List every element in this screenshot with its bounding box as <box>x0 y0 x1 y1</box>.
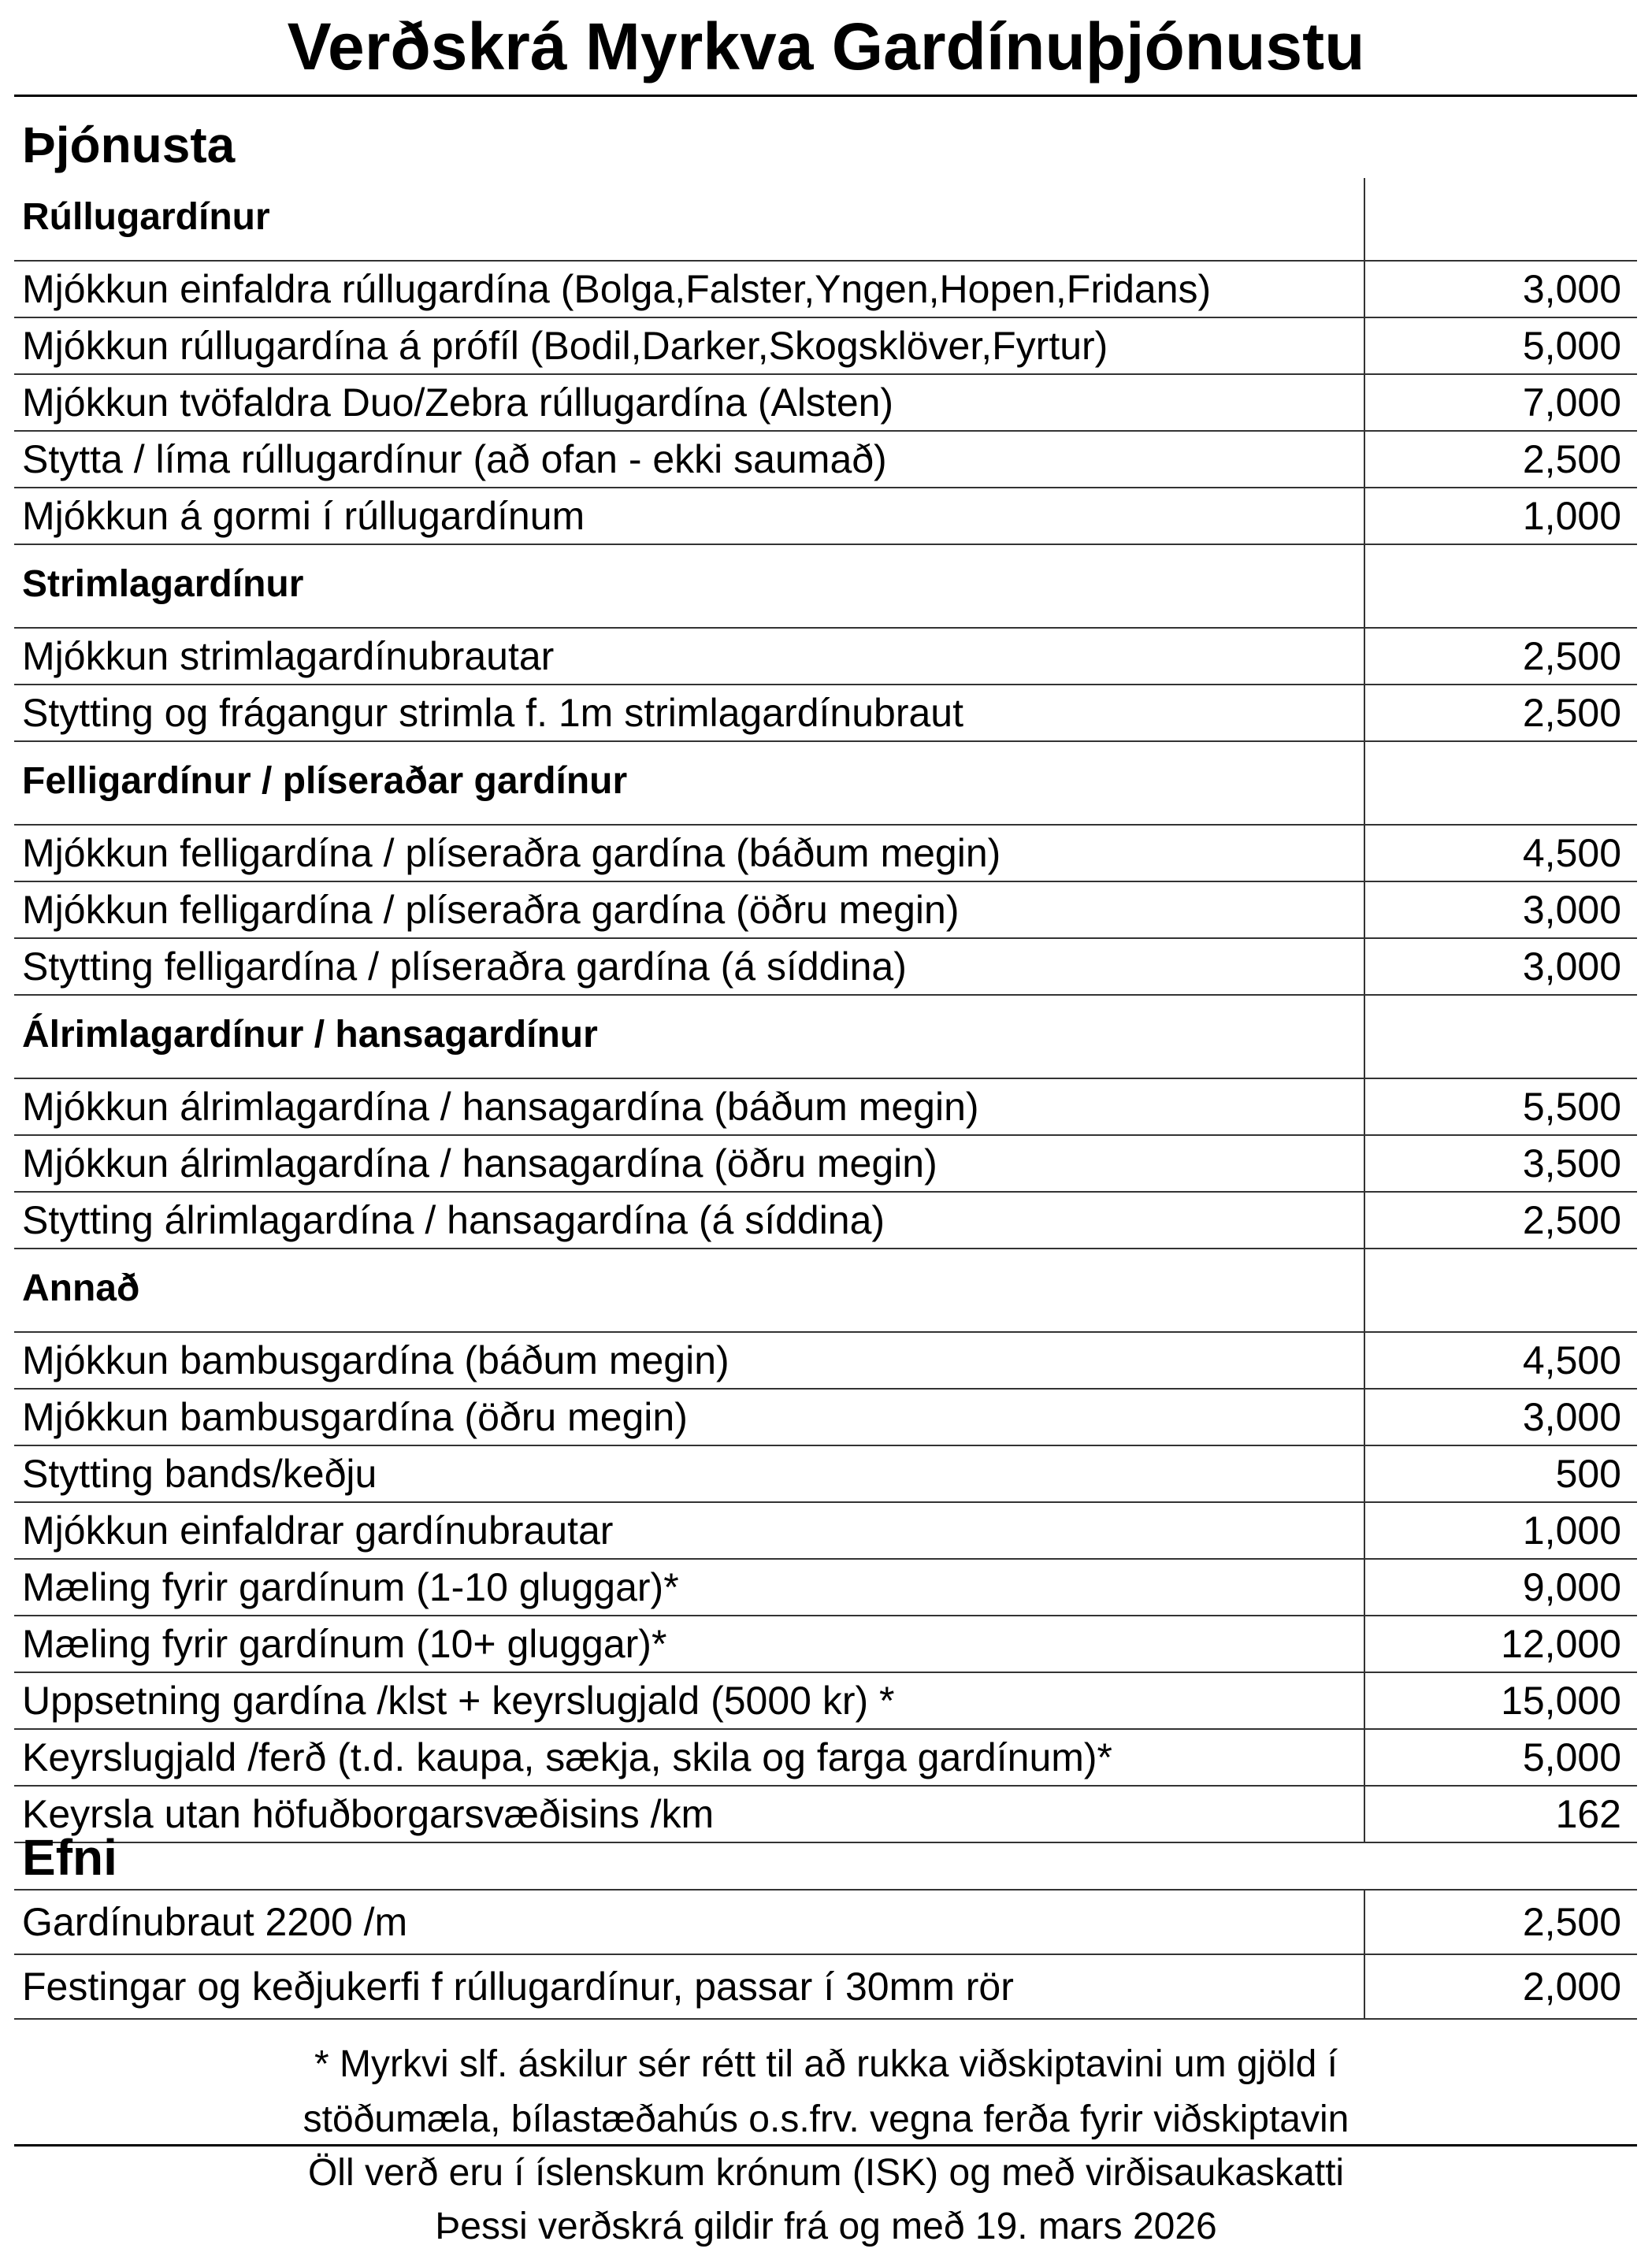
table-row <box>14 1954 1637 2020</box>
service-label: Uppsetning gardína /klst + keyrslugjald (5000 kr) * <box>14 1673 1365 1728</box>
table-row <box>14 684 1637 740</box>
service-label: Mjókkun bambusgardína (báðum megin) <box>14 1333 1365 1388</box>
service-label: Mjókkun strimlagardínubrautar <box>14 629 1365 684</box>
table-row <box>14 1501 1637 1558</box>
service-price: 3,500 <box>1522 1141 1621 1186</box>
materials-price-table <box>14 1889 1637 2020</box>
category-title: Álrimlagardínur / hansagardínur <box>14 996 1365 1078</box>
service-price: 3,000 <box>1522 888 1621 932</box>
table-row <box>14 1672 1637 1728</box>
service-label: Stytting álrimlagardína / hansagardína (á síddina) <box>14 1193 1365 1248</box>
service-price: 3,000 <box>1522 1395 1621 1439</box>
service-label: Mjókkun felligardína / plíseraðra gardína (báðum megin) <box>14 826 1365 881</box>
service-label: Mjókkun felligardína / plíseraðra gardína (öðru megin) <box>14 882 1365 937</box>
table-row <box>14 430 1637 487</box>
service-price: 4,500 <box>1522 1338 1621 1382</box>
service-price: 4,500 <box>1522 831 1621 875</box>
service-label: Stytting felligardína / plíseraðra gardína (á síddina) <box>14 939 1365 994</box>
table-row <box>14 1331 1637 1388</box>
service-price: 15,000 <box>1501 1679 1621 1723</box>
service-price: 12,000 <box>1501 1622 1621 1666</box>
service-price: 2,500 <box>1522 1198 1621 1242</box>
table-row <box>14 627 1637 684</box>
table-row <box>14 937 1637 994</box>
table-row <box>14 1078 1637 1134</box>
title-divider <box>14 95 1637 97</box>
service-price: 5,000 <box>1522 324 1621 368</box>
service-label: Mjókkun bambusgardína (öðru megin) <box>14 1390 1365 1445</box>
table-row <box>14 1558 1637 1615</box>
service-label: Mjókkun einfaldrar gardínubrautar <box>14 1503 1365 1558</box>
category-row <box>14 1248 1637 1331</box>
service-label: Keyrslugjald /ferð (t.d. kaupa, sækja, skila og farga gardínum)* <box>14 1730 1365 1785</box>
material-price: 2,500 <box>1522 1900 1621 1944</box>
service-price: 2,500 <box>1522 634 1621 678</box>
service-label: Mjókkun á gormi í rúllugardínum <box>14 488 1365 544</box>
category-title: Annað <box>14 1249 1365 1331</box>
service-label: Mæling fyrir gardínum (10+ gluggar)* <box>14 1616 1365 1672</box>
service-price: 5,000 <box>1522 1735 1621 1779</box>
table-row <box>14 1445 1637 1501</box>
footnote-line: stöðumæla, bílastæðahús o.s.frv. vegna ferða fyrir viðskiptavin <box>303 2098 1349 2140</box>
service-price: 500 <box>1555 1452 1621 1496</box>
service-label: Mjókkun álrimlagardína / hansagardína (öðru megin) <box>14 1136 1365 1191</box>
table-row <box>14 1134 1637 1191</box>
category-row <box>14 544 1637 627</box>
service-price: 3,000 <box>1522 944 1621 989</box>
service-price: 9,000 <box>1522 1565 1621 1609</box>
services-heading: Þjónusta <box>22 117 236 173</box>
service-label: Keyrsla utan höfuðborgarsvæðisins /km <box>14 1787 1365 1842</box>
table-row <box>14 1785 1637 1843</box>
footer-line: Öll verð eru í íslenskum krónum (ISK) og með virðisaukaskatti <box>307 2152 1345 2194</box>
service-price: 162 <box>1555 1792 1621 1836</box>
service-price: 3,000 <box>1522 267 1621 311</box>
page-title: Verðskrá Myrkva Gardínuþjónustu <box>287 9 1365 83</box>
table-row <box>14 487 1637 544</box>
service-price: 2,500 <box>1522 437 1621 481</box>
service-label: Mjókkun tvöfaldra Duo/Zebra rúllugardína (Alsten) <box>14 375 1365 430</box>
material-label: Gardínubraut 2200 /m <box>14 1891 1365 1954</box>
service-price: 7,000 <box>1522 380 1621 425</box>
table-row <box>14 1615 1637 1672</box>
category-title: Felligardínur / plíseraðar gardínur <box>14 742 1365 824</box>
service-price: 5,500 <box>1522 1085 1621 1129</box>
table-row <box>14 1191 1637 1248</box>
service-label: Stytta / líma rúllugardínur (að ofan - ekki saumað) <box>14 432 1365 487</box>
service-label: Mæling fyrir gardínum (1-10 gluggar)* <box>14 1560 1365 1615</box>
table-row <box>14 824 1637 881</box>
service-label: Stytting bands/keðju <box>14 1446 1365 1501</box>
services-price-table <box>14 178 1637 1843</box>
service-label: Stytting og frágangur strimla f. 1m strimlagardínubraut <box>14 685 1365 740</box>
service-label: Mjókkun álrimlagardína / hansagardína (báðum megin) <box>14 1079 1365 1134</box>
category-row <box>14 994 1637 1078</box>
table-row <box>14 881 1637 937</box>
category-title: Strimlagardínur <box>14 545 1365 627</box>
material-label: Festingar og keðjukerfi f rúllugardínur, passar í 30mm rör <box>14 1955 1365 2018</box>
materials-heading: Efni <box>22 1829 117 1886</box>
category-row <box>14 178 1637 260</box>
table-row <box>14 317 1637 373</box>
table-row <box>14 373 1637 430</box>
footer-line: Þessi verðskrá gildir frá og með 19. mars 2026 <box>435 2206 1217 2247</box>
service-label: Mjókkun rúllugardína á prófíl (Bodil,Darker,Skogsklöver,Fyrtur) <box>14 318 1365 373</box>
service-price: 1,000 <box>1522 494 1621 538</box>
category-row <box>14 740 1637 824</box>
material-price: 2,000 <box>1522 1965 1621 2009</box>
footnote-line: * Myrkvi slf. áskilur sér rétt til að rukka viðskiptavini um gjöld í <box>314 2043 1338 2085</box>
table-row <box>14 1889 1637 1954</box>
table-row <box>14 260 1637 317</box>
service-price: 2,500 <box>1522 691 1621 735</box>
table-row <box>14 1728 1637 1785</box>
service-price: 1,000 <box>1522 1508 1621 1553</box>
category-title: Rúllugardínur <box>14 178 1365 260</box>
table-row <box>14 1388 1637 1445</box>
service-label: Mjókkun einfaldra rúllugardína (Bolga,Falster,Yngen,Hopen,Fridans) <box>14 262 1365 317</box>
